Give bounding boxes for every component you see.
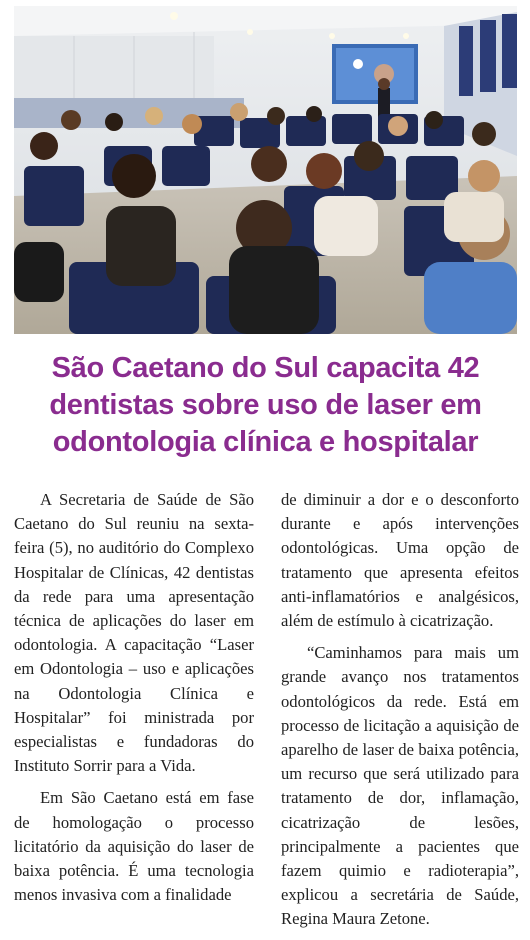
article-paragraph: A Secretaria de Saúde de São Caetano do Sul reuniu na sexta-feira (5), no auditório do Complexo Hospitalar de Clínicas, 42 dentistas da rede para uma apresentação técnica de aplicações do laser em odontologia. A capacitação “Laser em Odontologia – uso e aplicações na Odontologia Clínica e Hospitalar” foi ministrada por especialistas e fundadoras do Instituto Sorrir para a Vida. bbox=[14, 490, 254, 776]
article-column-left bbox=[14, 488, 254, 915]
article-paragraph: “Caminhamos para mais um grande avanço nos tratamentos odontológicos da rede. Está em processo de licitação a aquisição de aparelho de laser de baixa potência, um recurso que será utilizado para tratamento de dor, inflamação, cicatrização de lesões, principalmente a pacientes que fazem quimio e radioterapia”, explicou a secretária de Saúde, Regina Maura Zetone. bbox=[281, 643, 519, 929]
article-headline: São Caetano do Sul capacita 42 dentistas sobre uso de laser em odontologia clínica e hospitalar bbox=[49, 352, 482, 458]
article-column-right bbox=[281, 488, 519, 940]
article-paragraph: Em São Caetano está em fase de homologação o processo licitatório da aquisição do laser de baixa potência. É uma tecnologia menos invasiva com a finalidade bbox=[14, 788, 254, 905]
article-paragraph: de diminuir a dor e o desconforto durante e após intervenções odontológicas. Uma opção de tratamento que apresenta efeitos anti-inflamatórios e analgésicos, além de estímulo à cicatrização. bbox=[281, 490, 519, 631]
article-photo bbox=[14, 6, 517, 334]
